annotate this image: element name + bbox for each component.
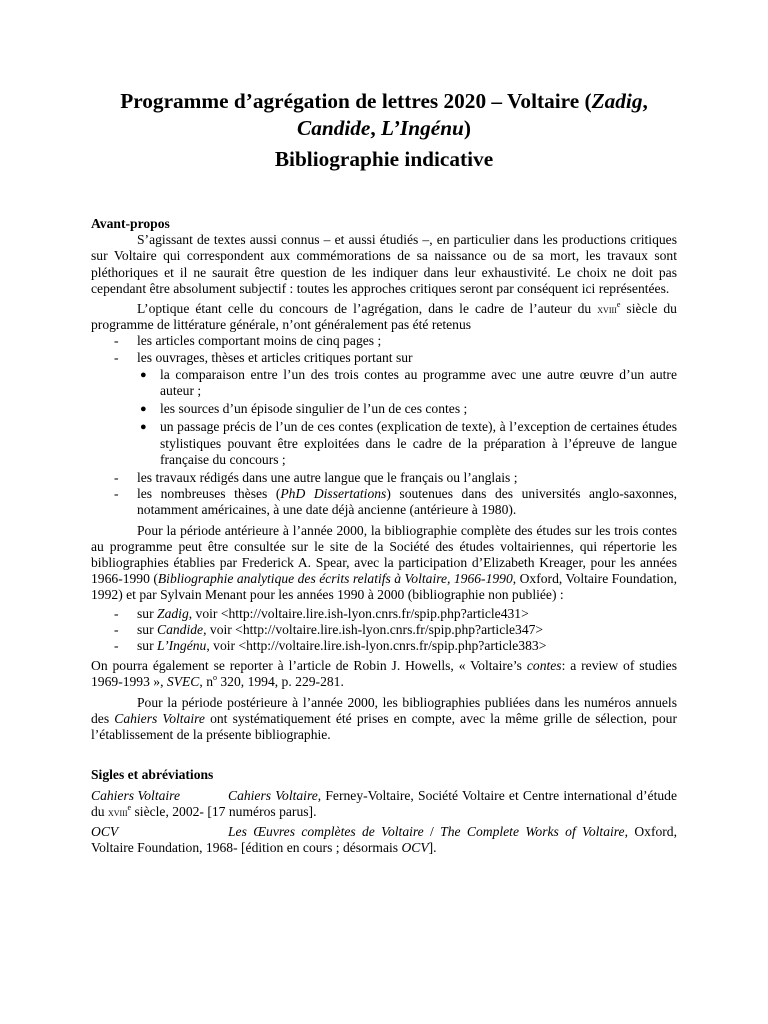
title-ingenu: L’Ingénu xyxy=(381,116,464,140)
link-prefix: sur xyxy=(137,621,158,637)
book-title: Bibliographie analytique des écrits relatifs à Voltaire, 1966-1990 xyxy=(157,571,513,587)
emphasis: PhD Dissertations xyxy=(280,486,387,502)
title-text: Programme d’agrégation de lettres 2020 – Voltaire ( xyxy=(120,89,592,113)
title-zadig: Zadig xyxy=(591,89,643,113)
title-close: ) xyxy=(463,116,471,140)
title-candide: Candide xyxy=(297,116,371,140)
paragraph-4 xyxy=(91,658,677,690)
dash-marker: - xyxy=(114,470,119,486)
dash-marker: - xyxy=(114,605,119,621)
abbreviation-key: Cahiers Voltaire xyxy=(91,787,180,803)
page-title xyxy=(91,88,677,142)
abbreviation-key: OCV xyxy=(91,823,119,839)
dash-marker: - xyxy=(114,638,119,654)
paragraph-3-text: Pour la période antérieure à l’année 2000, la bibliographie complète des études sur les trois contes au programme peut être consultée sur le site de la Société des études voltairiennes, qui répertorie les bibliographies établies par Frederick A. Spear, avec la participation d’Elizabeth Kreager, pour les années 1966-1990 ( xyxy=(91,522,677,587)
abbreviation-end: ]. xyxy=(428,840,437,856)
list-item-text: les nombreuses thèses ( xyxy=(137,486,281,502)
list-item xyxy=(91,350,677,468)
paragraph-2-text: L’optique étant celle du concours de l’agrégation, dans le cadre de l’auteur du xyxy=(137,301,598,317)
paragraph-2 xyxy=(91,301,677,333)
dash-marker: - xyxy=(114,621,119,637)
paragraph-3 xyxy=(91,523,677,604)
link-prefix: sur xyxy=(137,638,158,654)
sub-list-item xyxy=(137,419,677,468)
url-text[interactable]: , voir <http://voltaire.lire.ish-lyon.cnrs.fr/spip.php?article347> xyxy=(203,621,544,637)
century-numeral: xviii xyxy=(108,804,128,819)
abbreviation-end: siècle, 2002- [17 numéros parus]. xyxy=(131,803,317,819)
sub-list-item-text: un passage précis de l’un de ces contes (explication de texte), à l’exception de certaines études stylistiques pouvant être exploitées dans le cadre de la préparation à l’épreuve de langue française du concours ; xyxy=(160,419,677,467)
list-item xyxy=(91,486,677,518)
url-text[interactable]: , voir <http://voltaire.lire.ish-lyon.cnrs.fr/spip.php?article431> xyxy=(188,605,529,621)
sub-list-item xyxy=(137,367,677,399)
emphasis: contes xyxy=(526,658,562,674)
paragraph-4-end: 320, 1994, p. 229-281. xyxy=(216,674,344,690)
list-item xyxy=(91,470,677,486)
work-title: Les Œuvres complètes de Voltaire xyxy=(228,823,424,839)
paragraph-4-text: , n xyxy=(199,674,213,690)
work-title: Zadig xyxy=(157,605,189,621)
exclusion-list xyxy=(91,333,677,518)
list-item xyxy=(91,333,677,349)
sub-list xyxy=(137,367,677,468)
paragraph-1: S’agissant de textes aussi connus – et aussi étudiés –, en particulier dans les productions critiques sur Voltaire qui correspondent aux commémorations de sa naissance ou de sa mort, les travaux sont pléthoriques et il ne saurait être question de les indiquer dans leur exhaustivité. Le choix ne doit pas cependant être absolument subjectif : toutes les approches critiques seront par conséquent ici représentées. xyxy=(91,232,677,296)
paragraph-4-text: On pourra également se reporter à l’article de Robin J. Howells, « Voltaire’s xyxy=(91,658,527,674)
sub-list-item-text: la comparaison entre l’un des trois contes au programme avec une autre œuvre d’un autre auteur ; xyxy=(160,366,677,399)
journal-title: Cahiers Voltaire xyxy=(228,787,318,803)
journal-title: Cahiers Voltaire xyxy=(114,710,205,726)
paragraph-5-text: Pour la période postérieure à l’année 2000, les bibliographies publiées dans les numéros annuels des xyxy=(91,694,677,726)
abbreviation-text: , Ferney-Voltaire, Société Voltaire et Centre international d’étude du xyxy=(91,787,677,819)
dash-marker: - xyxy=(114,333,119,349)
bullet-marker: ● xyxy=(140,403,147,416)
page-subtitle: Bibliographie indicative xyxy=(274,147,494,171)
title-sep: , xyxy=(642,89,648,113)
link-item xyxy=(91,606,677,622)
emphasis: OCV xyxy=(401,840,429,856)
list-item-text: ) soutenues dans des universités anglo-saxonnes, notamment américaines, à une date déjà ancienne (antérieure à 1980). xyxy=(137,486,678,518)
link-prefix: sur xyxy=(137,605,158,621)
abbreviation-text: , Oxford, Voltaire Foundation, 1968- [édition en cours ; désormais xyxy=(91,823,677,856)
dash-marker: - xyxy=(114,349,119,365)
paragraph-5 xyxy=(91,695,677,744)
abbreviation-cahiers xyxy=(91,788,677,820)
paragraph-2-end: siècle du programme de littérature générale, n’ont généralement pas été retenus xyxy=(91,301,677,333)
link-item xyxy=(91,638,677,654)
section-heading-sigles: Sigles et abréviations xyxy=(91,767,214,783)
number-sup: o xyxy=(212,673,217,683)
abbreviation-ocv xyxy=(91,824,677,856)
separator: / xyxy=(423,823,441,839)
work-title: L’Ingénu xyxy=(157,638,207,654)
paragraph-5-end: ont systématiquement été prises en compte, avec la même grille de sélection, pour l’établissement de la présente bibliographie. xyxy=(91,710,677,743)
sub-list-item xyxy=(137,401,677,417)
work-title: The Complete Works of Voltaire xyxy=(440,823,625,839)
document-body xyxy=(91,216,677,856)
century-numeral: xviii xyxy=(597,302,617,317)
title-sep: , xyxy=(370,116,382,140)
bullet-marker: ● xyxy=(140,368,147,381)
url-text[interactable]: , voir <http://voltaire.lire.ish-lyon.cnrs.fr/spip.php?article383> xyxy=(206,638,547,654)
dash-marker: - xyxy=(114,486,119,502)
century-sup: e xyxy=(127,802,132,812)
section-heading-avant-propos: Avant-propos xyxy=(91,216,170,231)
list-item-text: les ouvrages, thèses et articles critiques portant sur xyxy=(137,349,413,365)
sub-list-item-text: les sources d’un épisode singulier de l’un de ces contes ; xyxy=(160,401,468,417)
century-sup: e xyxy=(616,300,621,310)
list-item-text: les articles comportant moins de cinq pages ; xyxy=(137,333,382,349)
work-title: Candide xyxy=(157,621,204,637)
document-page xyxy=(91,88,677,856)
bullet-marker: ● xyxy=(140,421,147,434)
link-list xyxy=(91,606,677,655)
paragraph-3-end: , Oxford, Voltaire Foundation, 1992) et par Sylvain Menant pour les années 1990 à 2000 (bibliographie non publiée) : xyxy=(91,571,678,603)
paragraph-4-text: : a review of studies 1969-1993 », xyxy=(91,658,677,690)
journal-title: SVEC xyxy=(166,674,200,690)
list-item-text: les travaux rédigés dans une autre langue que le français ou l’anglais ; xyxy=(137,470,518,486)
link-item xyxy=(91,622,677,638)
